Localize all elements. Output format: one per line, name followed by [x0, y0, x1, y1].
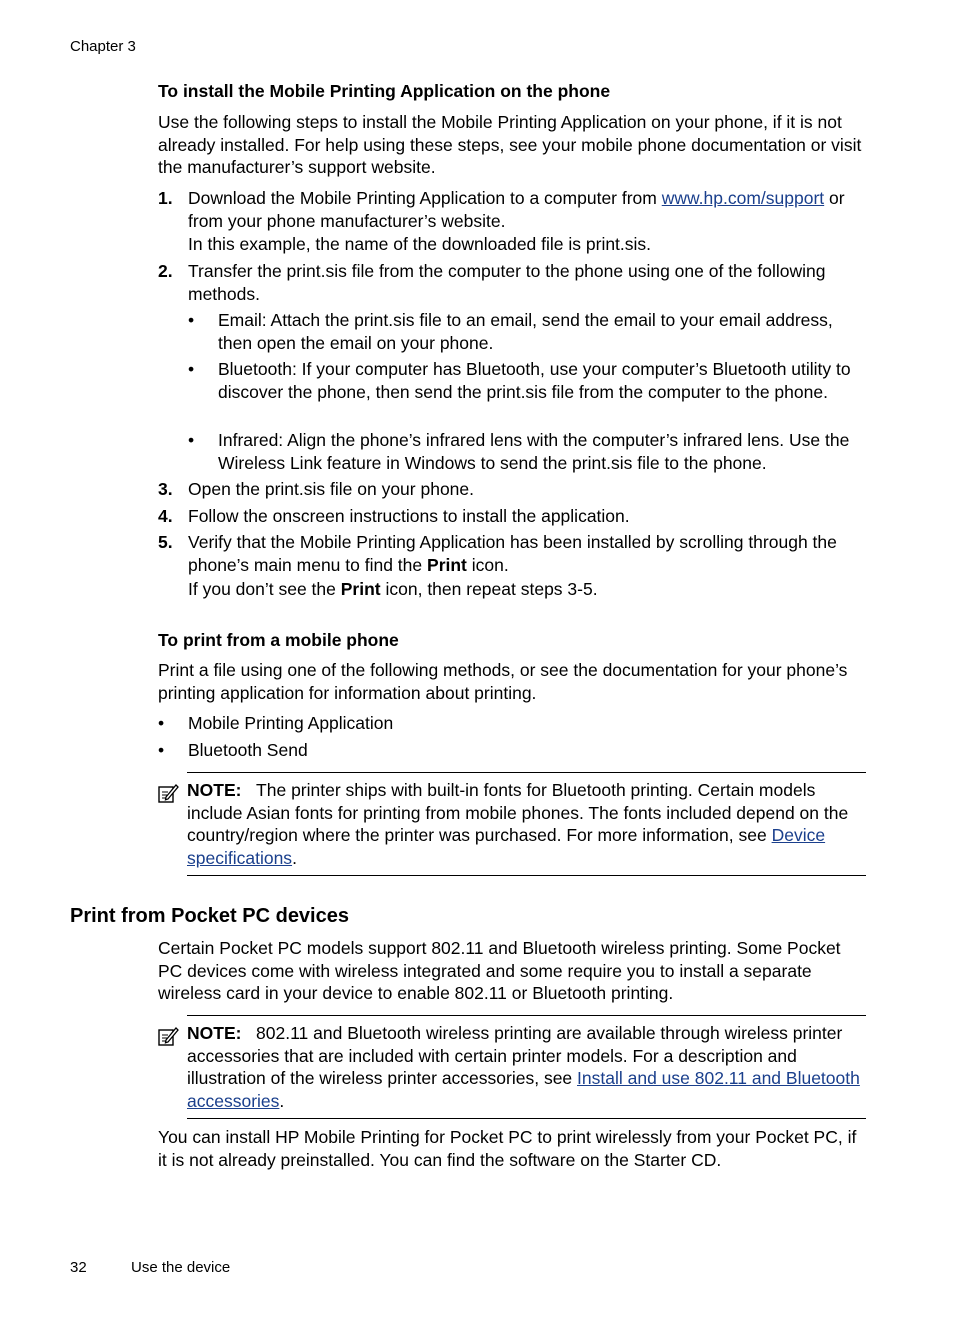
step-note: If you don’t see the Print icon, then repeat steps 3-5. — [188, 579, 598, 599]
step-text: Follow the onscreen instructions to install the application. — [188, 506, 630, 526]
device-specifications-link[interactable]: Device specifications — [187, 825, 826, 868]
step-2 — [158, 260, 868, 305]
note-text: NOTE: The printer ships with built-in fonts for Bluetooth printing. Certain models include Asian fonts for printing from mobile phones. The fonts included depend on the country/region where the printer was purchased. For more information, see Device specifications. — [187, 780, 849, 868]
note-label: NOTE: — [187, 780, 242, 800]
print-mobile-intro: Print a file using one of the following methods, or see the documentation for your phone’s printing application for information about printing. — [158, 660, 848, 703]
install-intro: Use the following steps to install the Mobile Printing Application on your phone, if it is not already installed. For help using these steps, see your mobile phone documentation or visit the manufacturer’s support website. — [158, 112, 862, 177]
step-note: In this example, the name of the downloaded file is print.sis. — [188, 234, 652, 254]
list-item: • Email: Attach the print.sis file to an email, send the email to your email address, then open the email on your phone. — [188, 310, 833, 353]
note-box-wireless — [187, 1015, 866, 1119]
list-item: • Bluetooth: If your computer has Bluetooth, use your computer’s Bluetooth utility to discover the phone, then send the print.sis file from the computer to the phone. — [188, 359, 851, 402]
footer-section-title: Use the device — [131, 1259, 231, 1276]
step-number: 3. — [158, 479, 173, 499]
step-number: 5. — [158, 532, 173, 552]
note-pencil-icon — [157, 782, 179, 804]
step-text: Download the Mobile Printing Application to a computer from www.hp.com/support or from your phone manufacturer’s website. — [188, 188, 845, 231]
step-5 — [158, 531, 868, 601]
pocket-pc-outro: You can install HP Mobile Printing for Pocket PC to print wirelessly from your Pocket PC, if it is not already preinstalled. You can find the software on the Starter CD. — [158, 1127, 857, 1170]
page-number: 32 — [70, 1259, 87, 1276]
running-header-chapter: Chapter 3 — [70, 38, 136, 55]
bullet-icon: • — [158, 740, 165, 760]
hp-support-link[interactable]: www.hp.com/support — [661, 188, 825, 208]
step-text: Transfer the print.sis file from the computer to the phone using one of the following methods. — [188, 261, 826, 304]
install-heading: To install the Mobile Printing Application on the phone — [158, 81, 611, 101]
pocket-pc-heading: Print from Pocket PC devices — [70, 905, 349, 927]
print-mobile-heading: To print from a mobile phone — [158, 630, 399, 650]
note-text: NOTE: 802.11 and Bluetooth wireless printing are available through wireless printer accessories that are included with certain printer models. For a description and illustration of the wireless printer accessories, see Install and use 802.11 and Bluetooth accessories. — [187, 1023, 860, 1111]
bullet-icon: • — [188, 430, 195, 450]
list-item: • Infrared: Align the phone’s infrared lens with the computer’s infrared lens. Use the Wireless Link feature in Windows to send the print.sis file to the phone. — [188, 430, 850, 473]
step-number: 1. — [158, 188, 173, 208]
pocket-pc-intro: Certain Pocket PC models support 802.11 and Bluetooth wireless printing. Some Pocket PC devices come with wireless integrated and some require you to install a separate wireless card in your device to enable 802.11 or Bluetooth printing. — [158, 938, 841, 1003]
step-4 — [158, 505, 868, 528]
step-1 — [158, 187, 868, 256]
bullet-icon: • — [188, 310, 195, 330]
bullet-icon: • — [188, 359, 195, 379]
step-text: Verify that the Mobile Printing Application has been installed by scrolling through the phone’s main menu to find the Print icon. — [188, 532, 837, 575]
step-text: Open the print.sis file on your phone. — [188, 479, 475, 499]
step-3 — [158, 478, 868, 501]
note-label: NOTE: — [187, 1023, 242, 1043]
list-item: • Mobile Printing Application — [158, 713, 394, 733]
step-number: 4. — [158, 506, 173, 526]
list-item: • Bluetooth Send — [158, 740, 308, 760]
bullet-icon: • — [158, 713, 165, 733]
note-box-fonts — [187, 772, 866, 876]
install-accessories-link[interactable]: Install and use 802.11 and Bluetooth accessories — [187, 1068, 860, 1111]
step-number: 2. — [158, 261, 173, 281]
note-pencil-icon — [157, 1025, 179, 1047]
